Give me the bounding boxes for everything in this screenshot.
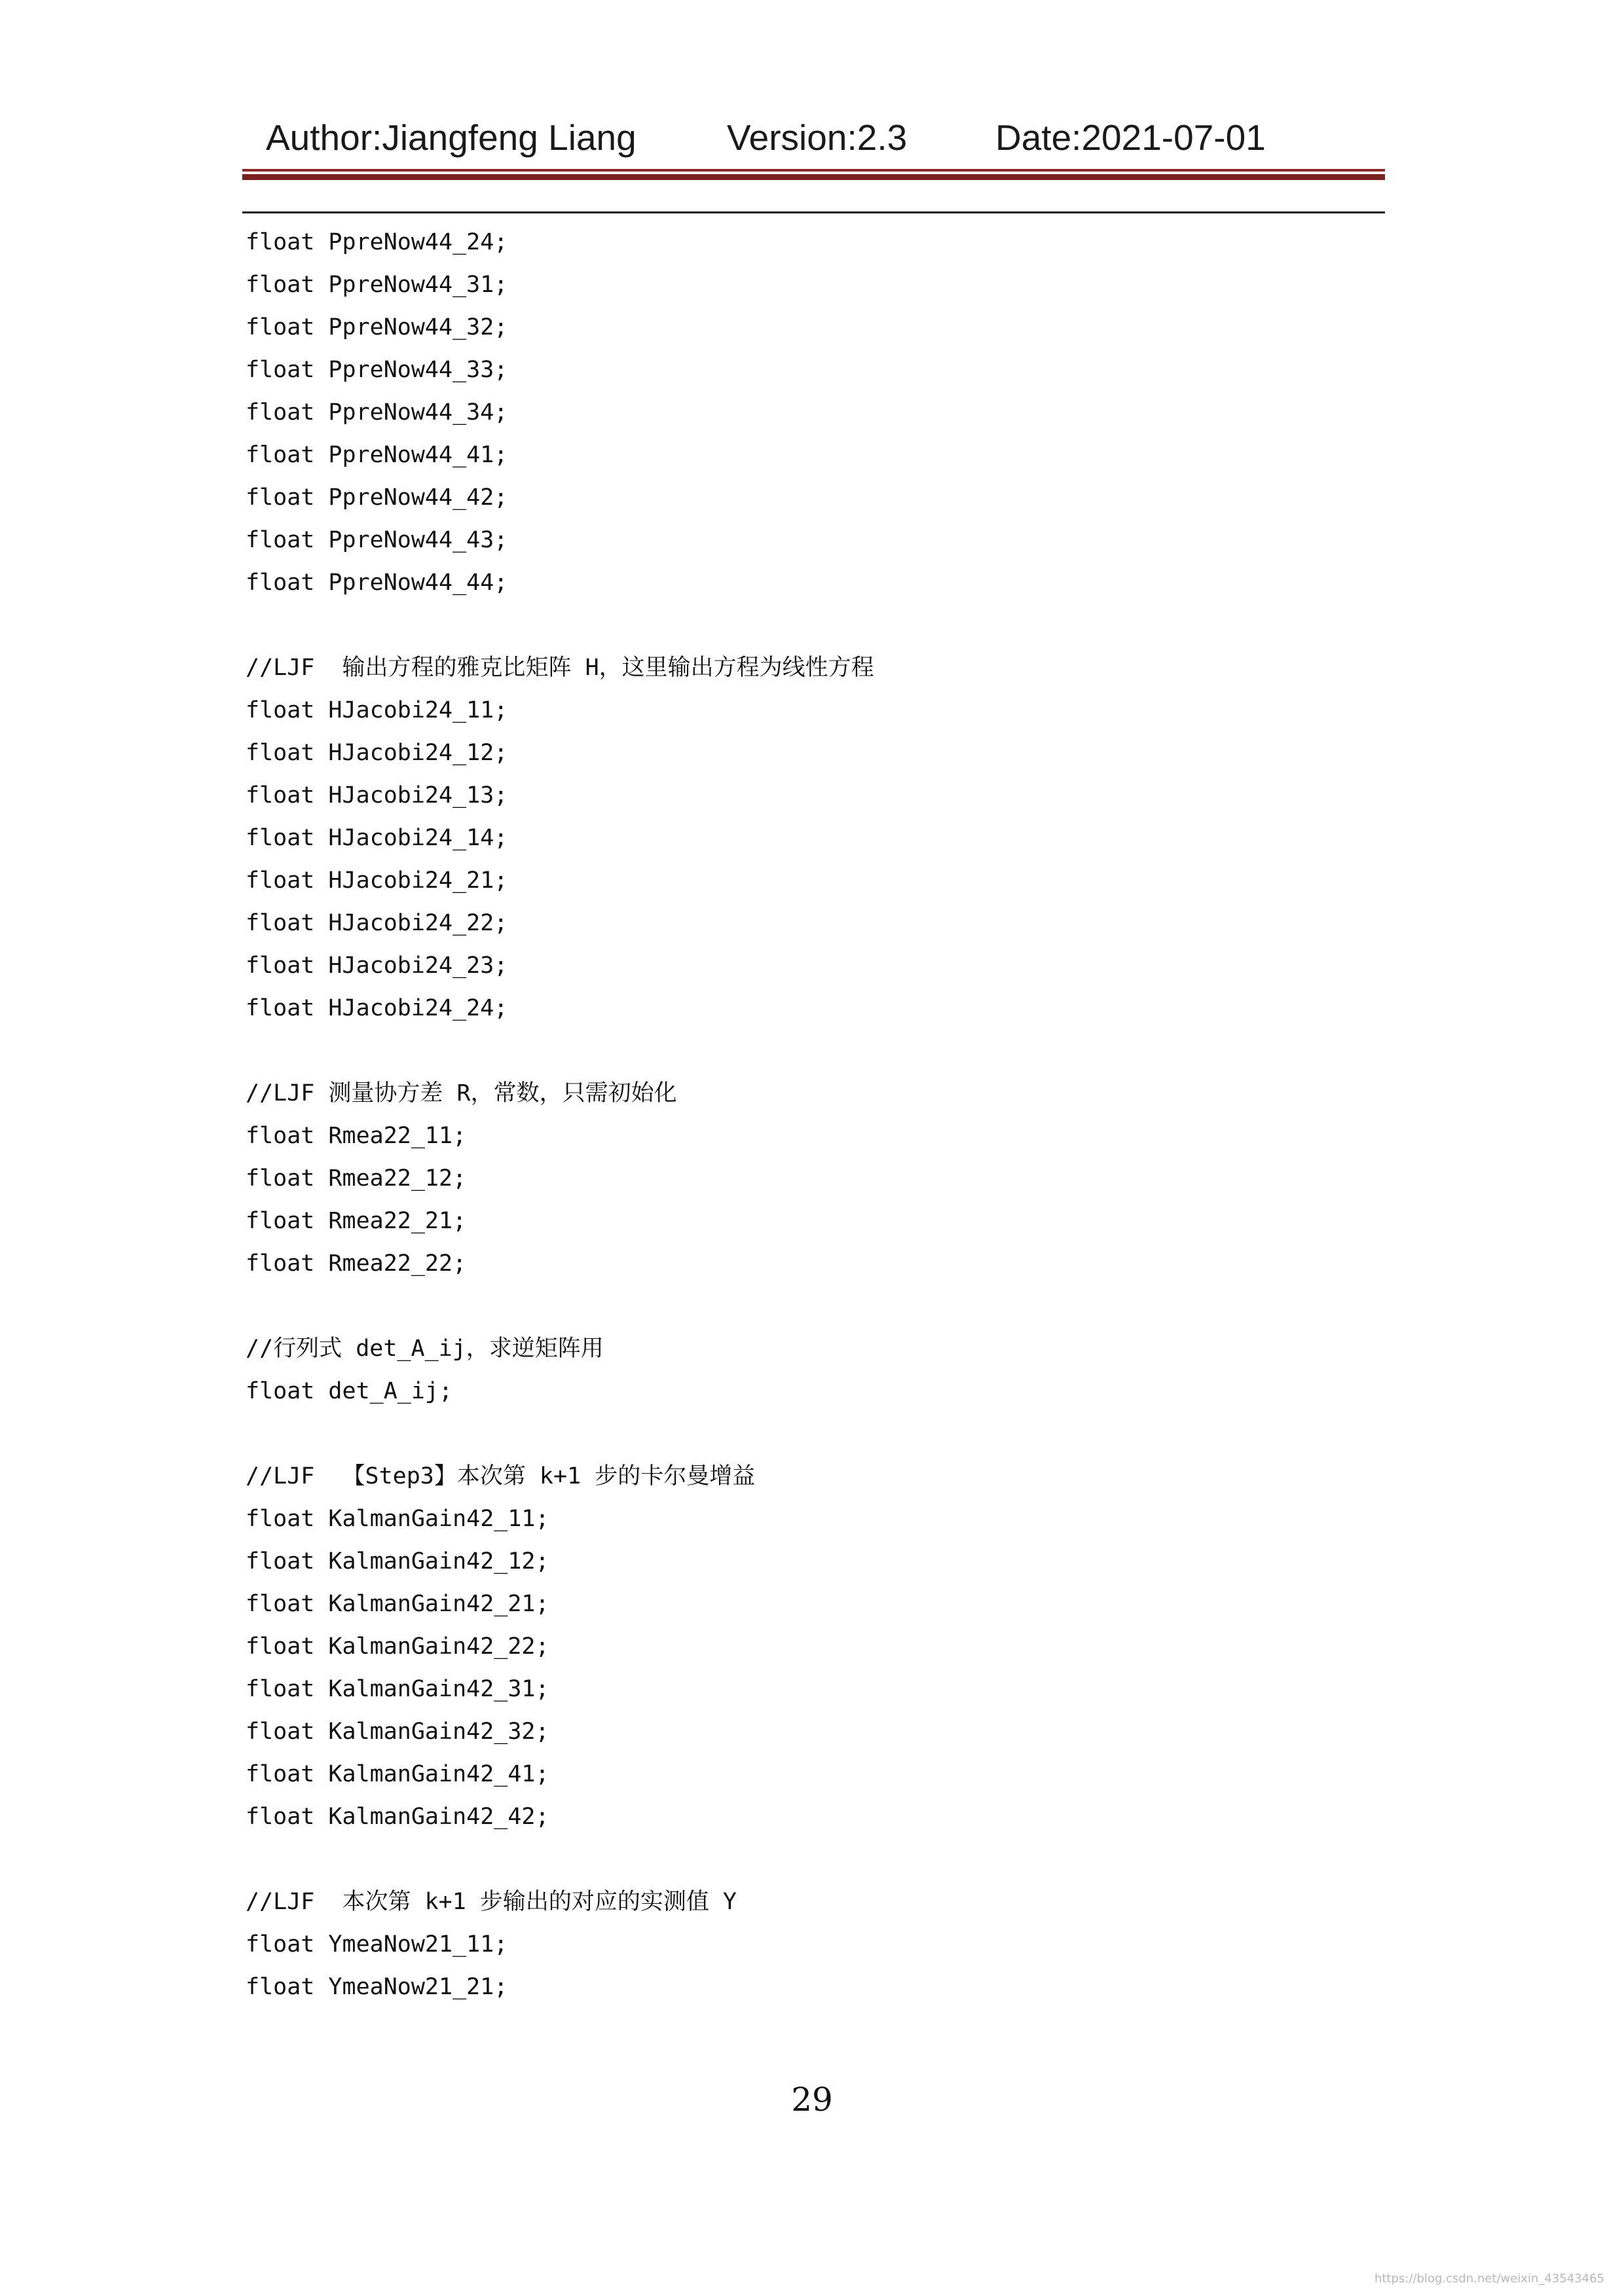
code-line: float KalmanGain42_42;	[246, 1804, 549, 1830]
blank-line	[246, 1030, 1359, 1072]
watermark: https://blog.csdn.net/weixin_43543465	[1374, 2272, 1604, 2286]
header-rule-bottom	[242, 211, 1385, 213]
page-header	[242, 117, 1385, 169]
comment-line: //LJF 输出方程的雅克比矩阵 H，这里输出方程为线性方程	[246, 655, 874, 681]
code-line: float YmeaNow21_11;	[246, 1931, 508, 1958]
code-line: float KalmanGain42_31;	[246, 1676, 549, 1702]
comment-line: //行列式 det_A_ij，求逆矩阵用	[246, 1336, 604, 1362]
code-line: float Rmea22_11;	[246, 1123, 467, 1149]
code-line: float KalmanGain42_41;	[246, 1761, 549, 1787]
code-listing	[246, 221, 1359, 2009]
code-line: float PpreNow44_41;	[246, 442, 508, 468]
code-line: float HJacobi24_14;	[246, 825, 508, 851]
comment-line: //LJF 本次第 k+1 步输出的对应的实测值 Y	[246, 1889, 737, 1915]
code-line: float PpreNow44_43;	[246, 527, 508, 553]
header-rule-thick	[242, 174, 1385, 180]
comment-line: //LJF 测量协方差 R，常数，只需初始化	[246, 1080, 677, 1106]
code-line: float KalmanGain42_21;	[246, 1591, 549, 1617]
code-line: float HJacobi24_12;	[246, 740, 508, 766]
code-line: float Rmea22_21;	[246, 1208, 467, 1234]
code-line: float HJacobi24_23;	[246, 953, 508, 979]
code-line: float PpreNow44_24;	[246, 229, 508, 255]
code-line: float KalmanGain42_11;	[246, 1506, 549, 1532]
header-date: Date:2021-07-01	[995, 117, 1266, 158]
code-line: float PpreNow44_32;	[246, 314, 508, 340]
code-line: float KalmanGain42_22;	[246, 1633, 549, 1660]
code-line: float HJacobi24_22;	[246, 910, 508, 936]
header-rule-thin	[242, 169, 1385, 172]
code-line: float HJacobi24_21;	[246, 867, 508, 894]
blank-line	[246, 604, 1359, 647]
code-line: float KalmanGain42_12;	[246, 1548, 549, 1575]
code-line: float HJacobi24_24;	[246, 995, 508, 1021]
page-number: 29	[791, 2081, 833, 2119]
code-line: float PpreNow44_33;	[246, 357, 508, 383]
code-line: float Rmea22_12;	[246, 1165, 467, 1192]
blank-line	[246, 1838, 1359, 1881]
header-author: Author:Jiangfeng Liang	[266, 117, 637, 158]
blank-line	[246, 1413, 1359, 1455]
header-version: Version:2.3	[727, 117, 908, 158]
code-line: float KalmanGain42_32;	[246, 1719, 549, 1745]
code-line: float PpreNow44_44;	[246, 570, 508, 596]
code-line: float HJacobi24_13;	[246, 782, 508, 809]
code-line: float PpreNow44_42;	[246, 484, 508, 511]
code-line: float PpreNow44_31;	[246, 272, 508, 298]
comment-line: //LJF 【Step3】本次第 k+1 步的卡尔曼增益	[246, 1463, 756, 1489]
code-line: float PpreNow44_34;	[246, 399, 508, 426]
code-line: float HJacobi24_11;	[246, 697, 508, 723]
code-line: float Rmea22_22;	[246, 1250, 467, 1277]
code-line: float YmeaNow21_21;	[246, 1974, 508, 2000]
code-line: float det_A_ij;	[246, 1378, 453, 1404]
blank-line	[246, 1285, 1359, 1328]
